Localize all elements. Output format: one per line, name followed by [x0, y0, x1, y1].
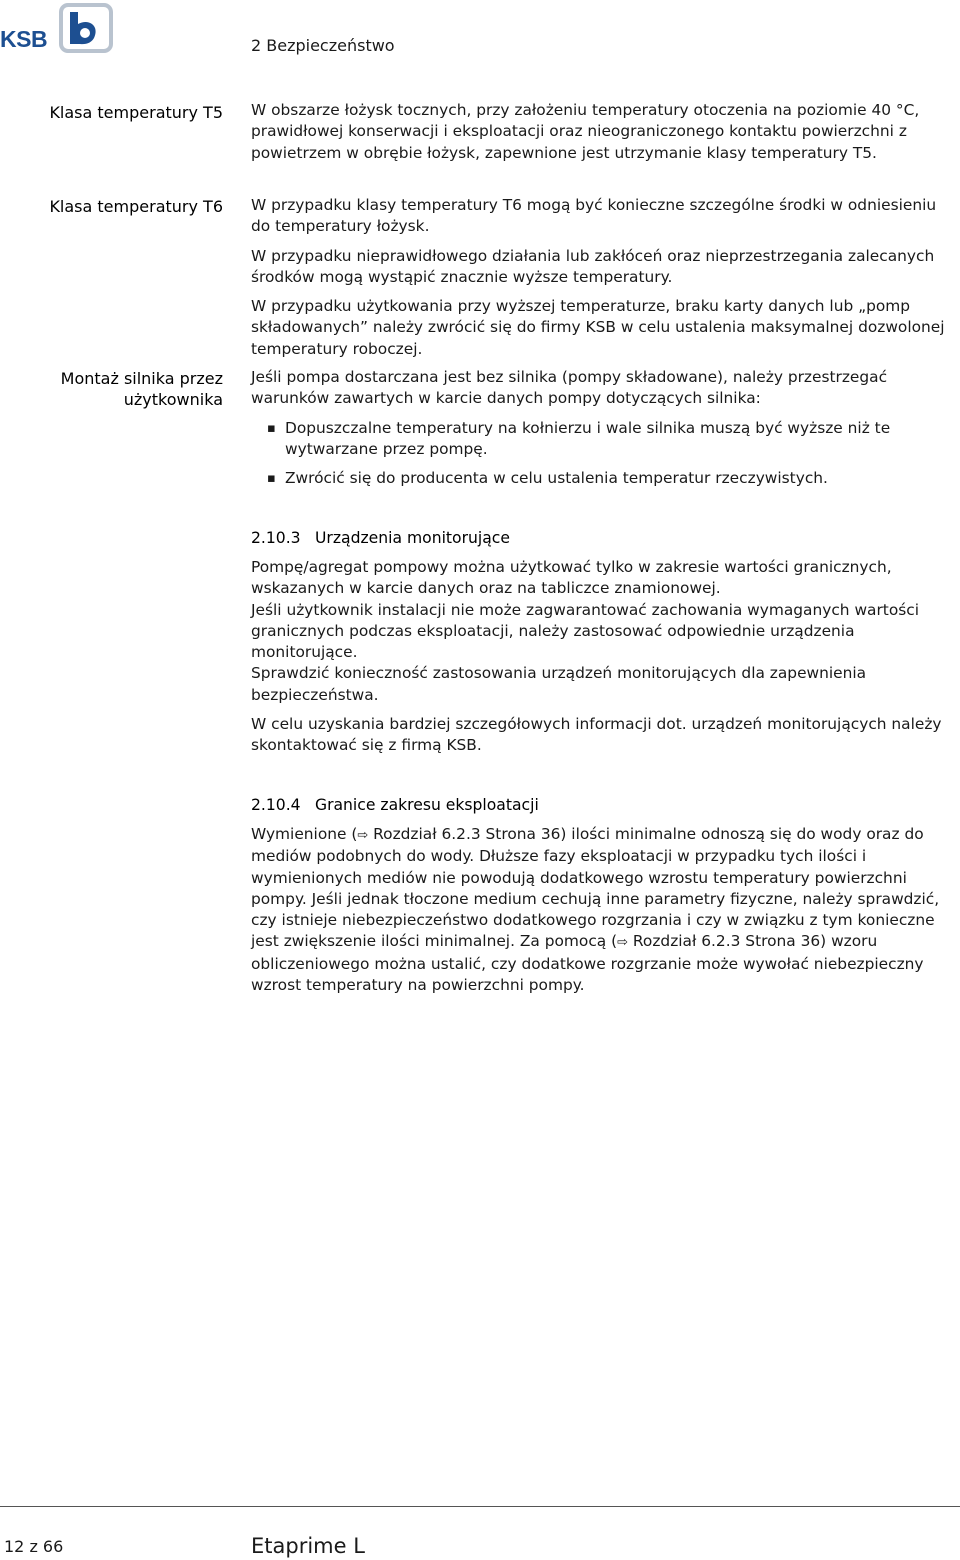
t6-paragraph-block [251, 195, 956, 360]
cross-reference-link[interactable]: Rozdział 6.2.3 Strona 36) [628, 932, 827, 951]
product-name: Etaprime L [251, 1534, 365, 1558]
section-number: 2.10.4 [251, 796, 301, 814]
operating-limits-body [251, 824, 956, 996]
monitoring-line-2: Jeśli użytkownik instalacji nie może zagwarantować zachowania wymaganych wartości granicznych podczas eksploatacji, należy zastosować odpowiednie urządzenia monitorujące. [251, 600, 920, 662]
label-motor-line2: użytkownika [123, 390, 223, 409]
paragraph-motor: Jeśli pompa dostarczana jest bez silnika (pompy składowane), należy przestrzegać warunków zawartych w karcie danych pompy dotyczących silnika: [251, 368, 888, 408]
t5-paragraph-block [251, 100, 956, 164]
list-item [251, 468, 956, 489]
section-header: 2 Bezpieczeństwo [251, 36, 395, 55]
monitoring-line-1: Pompę/agregat pompowy można użytkować tylko w zakresie wartości granicznych, wskazanych w karcie danych oraz na tabliczce znamionowej. [251, 558, 892, 598]
monitoring-paragraph-2: W celu uzyskania bardziej szczegółowych informacji dot. urządzeń monitorujących należy skontaktować się z firmą KSB. [251, 715, 942, 755]
section-title: Granice zakresu eksploatacji [315, 796, 539, 814]
paragraph-malfunction: W przypadku nieprawidłowego działania lub zakłóceń oraz nieprzestrzegania zalecanych środków mogą wystąpić znacznie wyższe temperatury. [251, 246, 935, 286]
paragraph-t6: W przypadku klasy temperatury T6 mogą być konieczne szczególne środki w odniesieniu do temperatury łożysk. [251, 196, 937, 236]
arrow-right-icon: ⇨ [617, 935, 629, 951]
section-title: Urządzenia monitorujące [315, 529, 510, 547]
logo-text: KSB [0, 26, 48, 52]
motor-paragraph-block [251, 367, 956, 489]
section-heading-2-10-4 [251, 796, 539, 814]
monitoring-line-3: Sprawdzić konieczność zastosowania urządzeń monitorujących dla zapewnienia bezpieczeństwa. [251, 664, 867, 704]
label-temperature-class-t5: Klasa temperatury T5 [49, 103, 223, 122]
text-run: ilości minimalne odnoszą się do wody oraz do mediów podobnych do wody. Dłuższe fazy eksploatacji w przypadku tych ilości i wymienionych mediów nie powodują dodatkowego wzrostu temperatury powierzchni pompy. Jeśli jednak tłoczone medium cechują inne parametry fizyczne, należy sprawdzić, czy istnieje niebezpieczeństwo dodatkowego rozgrzania i czy w związku z tym konieczne jest zwiększenie ilości minimalnej. Za pomocą ( [251, 825, 940, 951]
label-motor-line1: Montaż silnika przez [60, 369, 223, 388]
section-heading-2-10-3 [251, 529, 510, 547]
label-motor-mounting [23, 368, 223, 410]
cross-reference-link[interactable]: Rozdział 6.2.3 Strona 36) [368, 825, 567, 843]
footer-divider [0, 1506, 960, 1507]
text-run: wzoru obliczeniowego można ustalić, czy dodatkowe rozgrzanie może wywołać niebezpieczny wzrost temperatury na powierzchni pompy. [251, 932, 924, 995]
page-number: 12 z 66 [4, 1537, 64, 1556]
list-item-text: Zwrócić się do producenta w celu ustalenia temperatur rzeczywistych. [285, 469, 828, 488]
ksb-logo-mark-icon [58, 2, 114, 54]
monitoring-body [251, 557, 956, 757]
operating-limits-paragraph [251, 824, 956, 996]
text-run: Wymienione ( [251, 825, 358, 843]
bullet-icon: ▪ [267, 420, 276, 436]
section-number: 2.10.3 [251, 529, 301, 547]
ksb-logo [0, 2, 116, 54]
paragraph-t5: W obszarze łożysk tocznych, przy założeniu temperatury otoczenia na poziomie 40 °C, prawidłowej konserwacji i eksploatacji oraz nieograniczonego kontaktu powierzchni z powietrzem w obrębie łożysk, zapewnione jest utrzymanie klasy temperatury T5. [251, 101, 920, 162]
bullet-icon: ▪ [267, 471, 276, 487]
list-item [251, 418, 956, 461]
list-item-text: Dopuszczalne temperatury na kołnierzu i wale silnika muszą być wyższe niż te wytwarzane przez pompę. [285, 418, 891, 458]
label-temperature-class-t6: Klasa temperatury T6 [49, 197, 223, 216]
paragraph-higher-temperature: W przypadku użytkowania przy wyższej temperaturze, braku karty danych lub „pomp składowanych” należy zwrócić się do firmy KSB w celu ustalenia maksymalnej dozwolonej temperatury roboczej. [251, 297, 945, 358]
arrow-right-icon: ⇨ [357, 828, 369, 843]
